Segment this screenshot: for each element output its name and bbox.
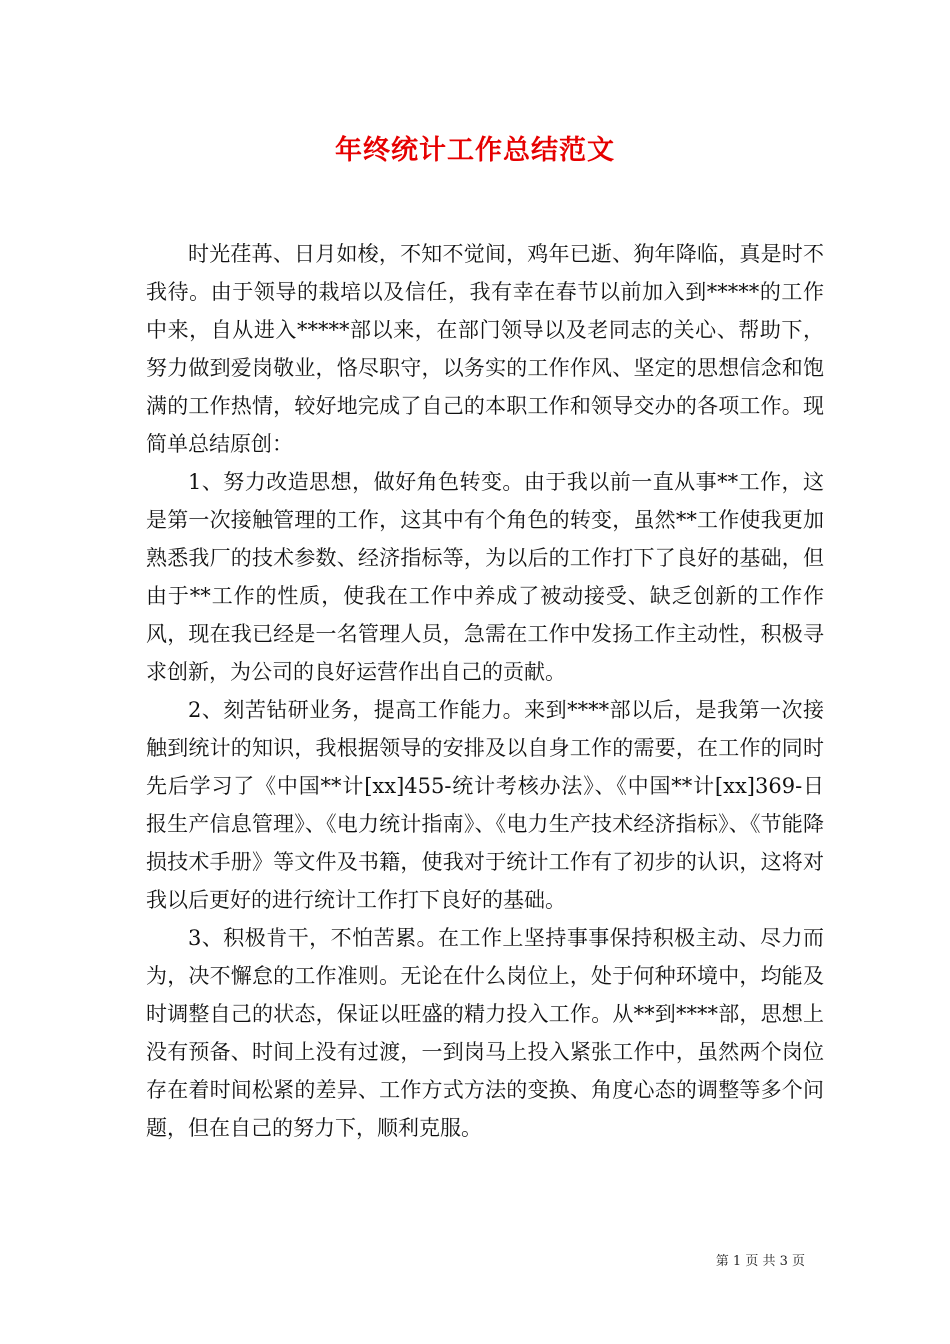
document-body [146,235,824,1147]
paragraph-item-2: 2、刻苦钻研业务，提高工作能力。来到****部以后，是我第一次接触到统计的知识，我根据领导的安排及以自身工作的需要，在工作的同时先后学习了《中国**计[xx]455-统计考核办法》、《中国**计[xx]369-日报生产信息管理》、《电力统计指南》、《电力生产技术经济指标》、《节能降损技术手册》等文件及书籍，使我对于统计工作有了初步的认识，这将对我以后更好的进行统计工作打下良好的基础。 [146,698,824,912]
paragraph-item-1: 1、努力改造思想，做好角色转变。由于我以前一直从事**工作，这是第一次接触管理的工作，这其中有个角色的转变，虽然**工作使我更加熟悉我厂的技术参数、经济指标等，为以后的工作打下了良好的基础，但由于**工作的性质，使我在工作中养成了被动接受、缺乏创新的工作作风，现在我已经是一名管理人员，急需在工作中发扬工作主动性，积极寻求创新，为公司的良好运营作出自己的贡献。 [146,470,824,684]
document-title: 年终统计工作总结范文 [335,135,615,166]
paragraph-item-3: 3、积极肯干，不怕苦累。在工作上坚持事事保持积极主动、尽力而为，决不懈怠的工作准则。无论在什么岗位上，处于何种环境中，均能及时调整自己的状态，保证以旺盛的精力投入工作。从**到****部，思想上没有预备、时间上没有过渡，一到岗马上投入紧张工作中，虽然两个岗位存在着时间松紧的差异、工作方式方法的变换、角度心态的调整等多个问题，但在自己的努力下，顺利克服。 [146,926,824,1140]
paragraph-intro: 时光荏苒、日月如梭，不知不觉间，鸡年已逝、狗年降临，真是时不我待。由于领导的栽培以及信任，我有幸在春节以前加入到*****的工作中来，自从进入*****部以来，在部门领导以及老同志的关心、帮助下，努力做到爱岗敬业，恪尽职守，以务实的工作作风、坚定的思想信念和饱满的工作热情，较好地完成了自己的本职工作和领导交办的各项工作。现简单总结原创： [146,242,824,456]
page-number: 第 1 页 共 3 页 [715,1254,805,1269]
